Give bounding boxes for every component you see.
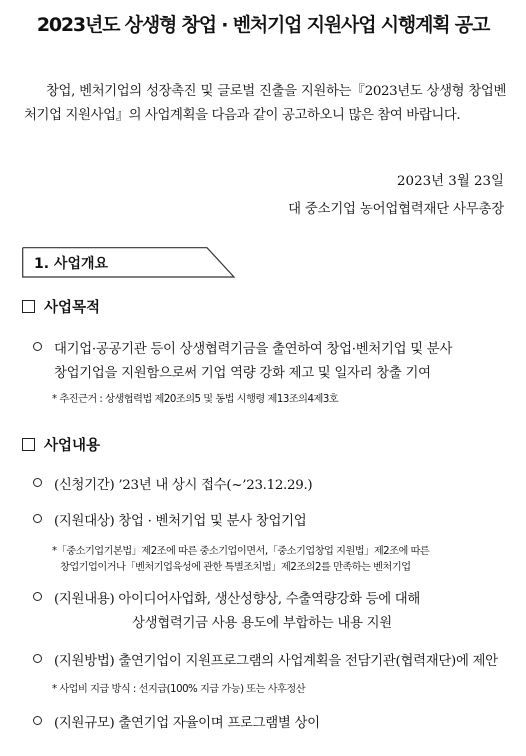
square-bullet-icon [22, 300, 35, 313]
circle-bullet-icon [33, 716, 42, 725]
target-note-line2: 창업기업이거나「벤처기업육성에 관한 특별조치법」제2조의2를 만족하는 벤처기업 [60, 562, 411, 573]
page-title: 2023년도 상생형 창업 · 벤처기업 지원사업 시행계획 공고 [36, 14, 490, 36]
content-scale [33, 712, 320, 731]
purpose-note: * 추진근거 : 상생협력법 제20조의5 및 동법 시행령 제13조의4제3호 [52, 394, 339, 405]
subheading-purpose-label: 사업목적 [44, 300, 101, 316]
issuing-organization: 대 중소기업 농어업협력재단 사무총장 [288, 202, 504, 217]
subheading-purpose [22, 296, 100, 317]
content-period [33, 474, 312, 493]
circle-bullet-icon [33, 478, 42, 487]
content-period-text: (신청기간) ’23년 내 상시 접수(~’23.12.29.) [54, 478, 313, 493]
content-method [33, 650, 498, 669]
purpose-line-text: 대기업·공공기관 등이 상생협력기금을 출연하여 창업·벤처기업 및 분사 [54, 342, 453, 357]
purpose-line [33, 338, 452, 357]
method-note: * 사업비 지급 방식 : 선지급(100% 지급 가능) 또는 사후정산 [52, 684, 306, 695]
section-header-box [22, 247, 234, 277]
purpose-line-continued: 창업기업을 지원함으로써 기업 역량 강화 제고 및 일자리 창출 기여 [54, 366, 431, 381]
content-target-text: (지원대상) 창업 · 벤처기업 및 분사 창업기업 [54, 514, 307, 529]
target-note-line1: *「중소기업기본법」제2조에 따른 중소기업이면서,「중소기업창업 지원법」제2조에 따른 [52, 546, 430, 557]
subheading-content [22, 434, 100, 455]
content-support-continued: 상생협력기금 사용 용도에 부합하는 내용 지원 [132, 616, 392, 631]
subheading-content-label: 사업내용 [44, 438, 101, 454]
content-target [33, 510, 306, 529]
intro-paragraph: 창업, 벤처기업의 성장촉진 및 글로벌 진출을 지원하는『2023년도 상생형 창업벤처기업 지원사업』의 사업계획을 다음과 같이 공고하오니 많은 참여 바랍니다. [24, 84, 506, 123]
content-method-text: (지원방법) 출연기업이 지원프로그램의 사업계획을 전담기관(협력재단)에 제안 [54, 654, 498, 669]
content-scale-text: (지원규모) 출연기업 자율이며 프로그램별 상이 [54, 716, 320, 731]
square-bullet-icon [22, 438, 35, 451]
circle-bullet-icon [33, 592, 42, 601]
circle-bullet-icon [33, 654, 42, 663]
circle-bullet-icon [33, 514, 42, 523]
announcement-date: 2023년 3월 23일 [397, 174, 504, 189]
content-support [33, 588, 420, 607]
section-title: 1. 사업개요 [34, 256, 109, 272]
circle-bullet-icon [33, 342, 42, 351]
content-support-text: (지원내용) 아이디어사업화, 생산성향상, 수출역량강화 등에 대해 [54, 592, 421, 607]
